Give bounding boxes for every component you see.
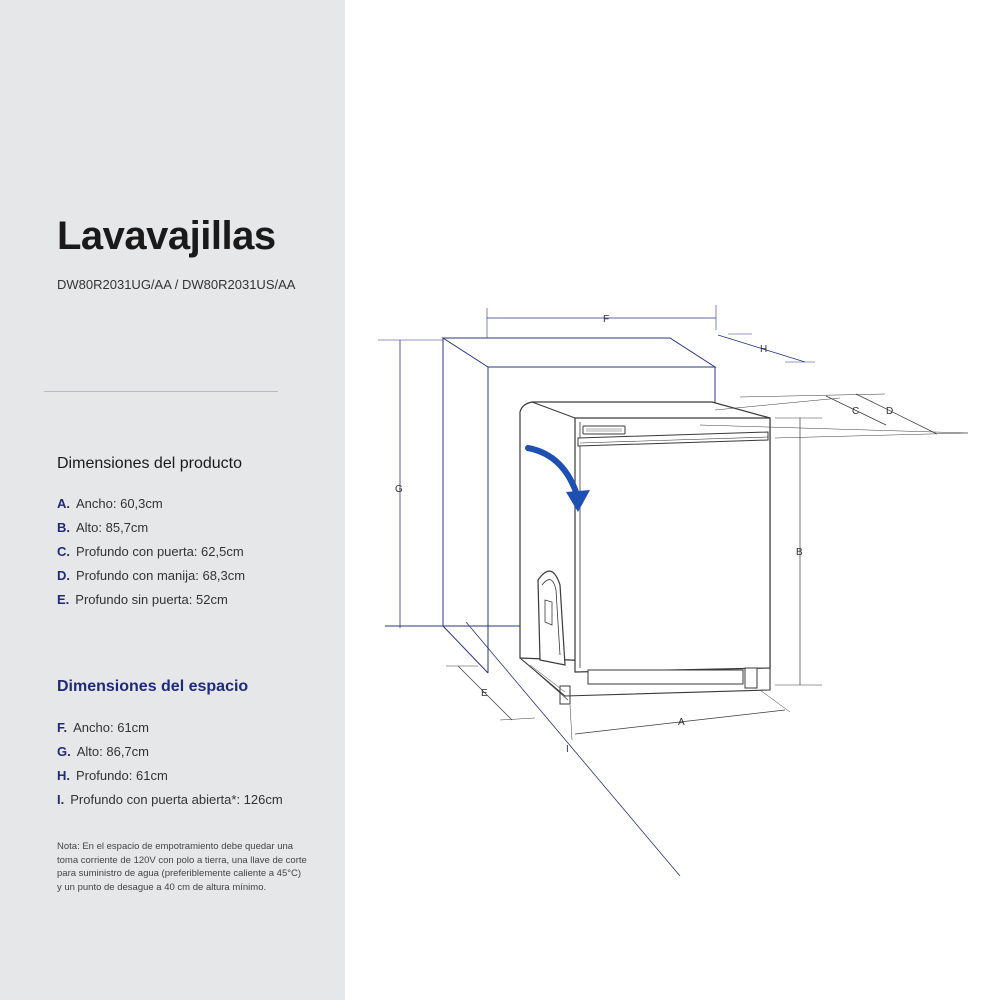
product-dimensions-title: Dimensiones del producto <box>57 455 242 472</box>
sidebar-panel <box>0 0 345 1000</box>
spec-item-c: C. Profundo con puerta: 62,5cm <box>57 544 244 559</box>
product-dimensions-list <box>57 492 245 612</box>
label-h: H <box>760 344 768 355</box>
dimension-h <box>718 334 815 362</box>
spec-item-e: E. Profundo sin puerta: 52cm <box>57 592 228 607</box>
divider <box>44 391 278 392</box>
label-c: C <box>852 406 860 417</box>
dimension-g <box>378 340 443 628</box>
label-i: I <box>566 744 569 755</box>
dimension-f <box>487 305 716 338</box>
space-dimensions-title: Dimensiones del espacio <box>57 678 249 695</box>
space-dimensions-list <box>57 716 283 812</box>
dimension-a <box>570 690 790 740</box>
label-e: E <box>481 688 488 699</box>
page-title: Lavavajillas <box>57 214 276 258</box>
label-b: B <box>796 547 803 558</box>
label-a: A <box>678 717 685 728</box>
model-number: DW80R2031UG/AA / DW80R2031US/AA <box>57 277 296 292</box>
spec-item-i: I. Profundo con puerta abierta*: 126cm <box>57 792 283 807</box>
spec-item-f: F. Ancho: 61cm <box>57 720 149 735</box>
label-d: D <box>886 406 894 417</box>
label-g: G <box>395 484 403 495</box>
dishwasher <box>520 402 770 704</box>
dimension-e <box>446 666 535 720</box>
installation-note: Nota: En el espacio de empotramiento debe quedar una toma corriente de 120V con polo a tierra, una llave de corte para suministro de agua (preferiblemente caliente a 45°C) y un punto de desague a 40 cm de altura mínimo. <box>57 841 307 893</box>
dimension-b <box>775 418 822 685</box>
spec-item-h: H. Profundo: 61cm <box>57 768 168 783</box>
dishwasher-dimension-diagram <box>345 0 1000 1000</box>
spec-item-b: B. Alto: 85,7cm <box>57 520 149 535</box>
spec-item-d: D. Profundo con manija: 68,3cm <box>57 568 246 583</box>
label-f: F <box>603 314 610 325</box>
spec-item-a: A. Ancho: 60,3cm <box>57 496 163 511</box>
spec-item-g: G. Alto: 86,7cm <box>57 744 149 759</box>
